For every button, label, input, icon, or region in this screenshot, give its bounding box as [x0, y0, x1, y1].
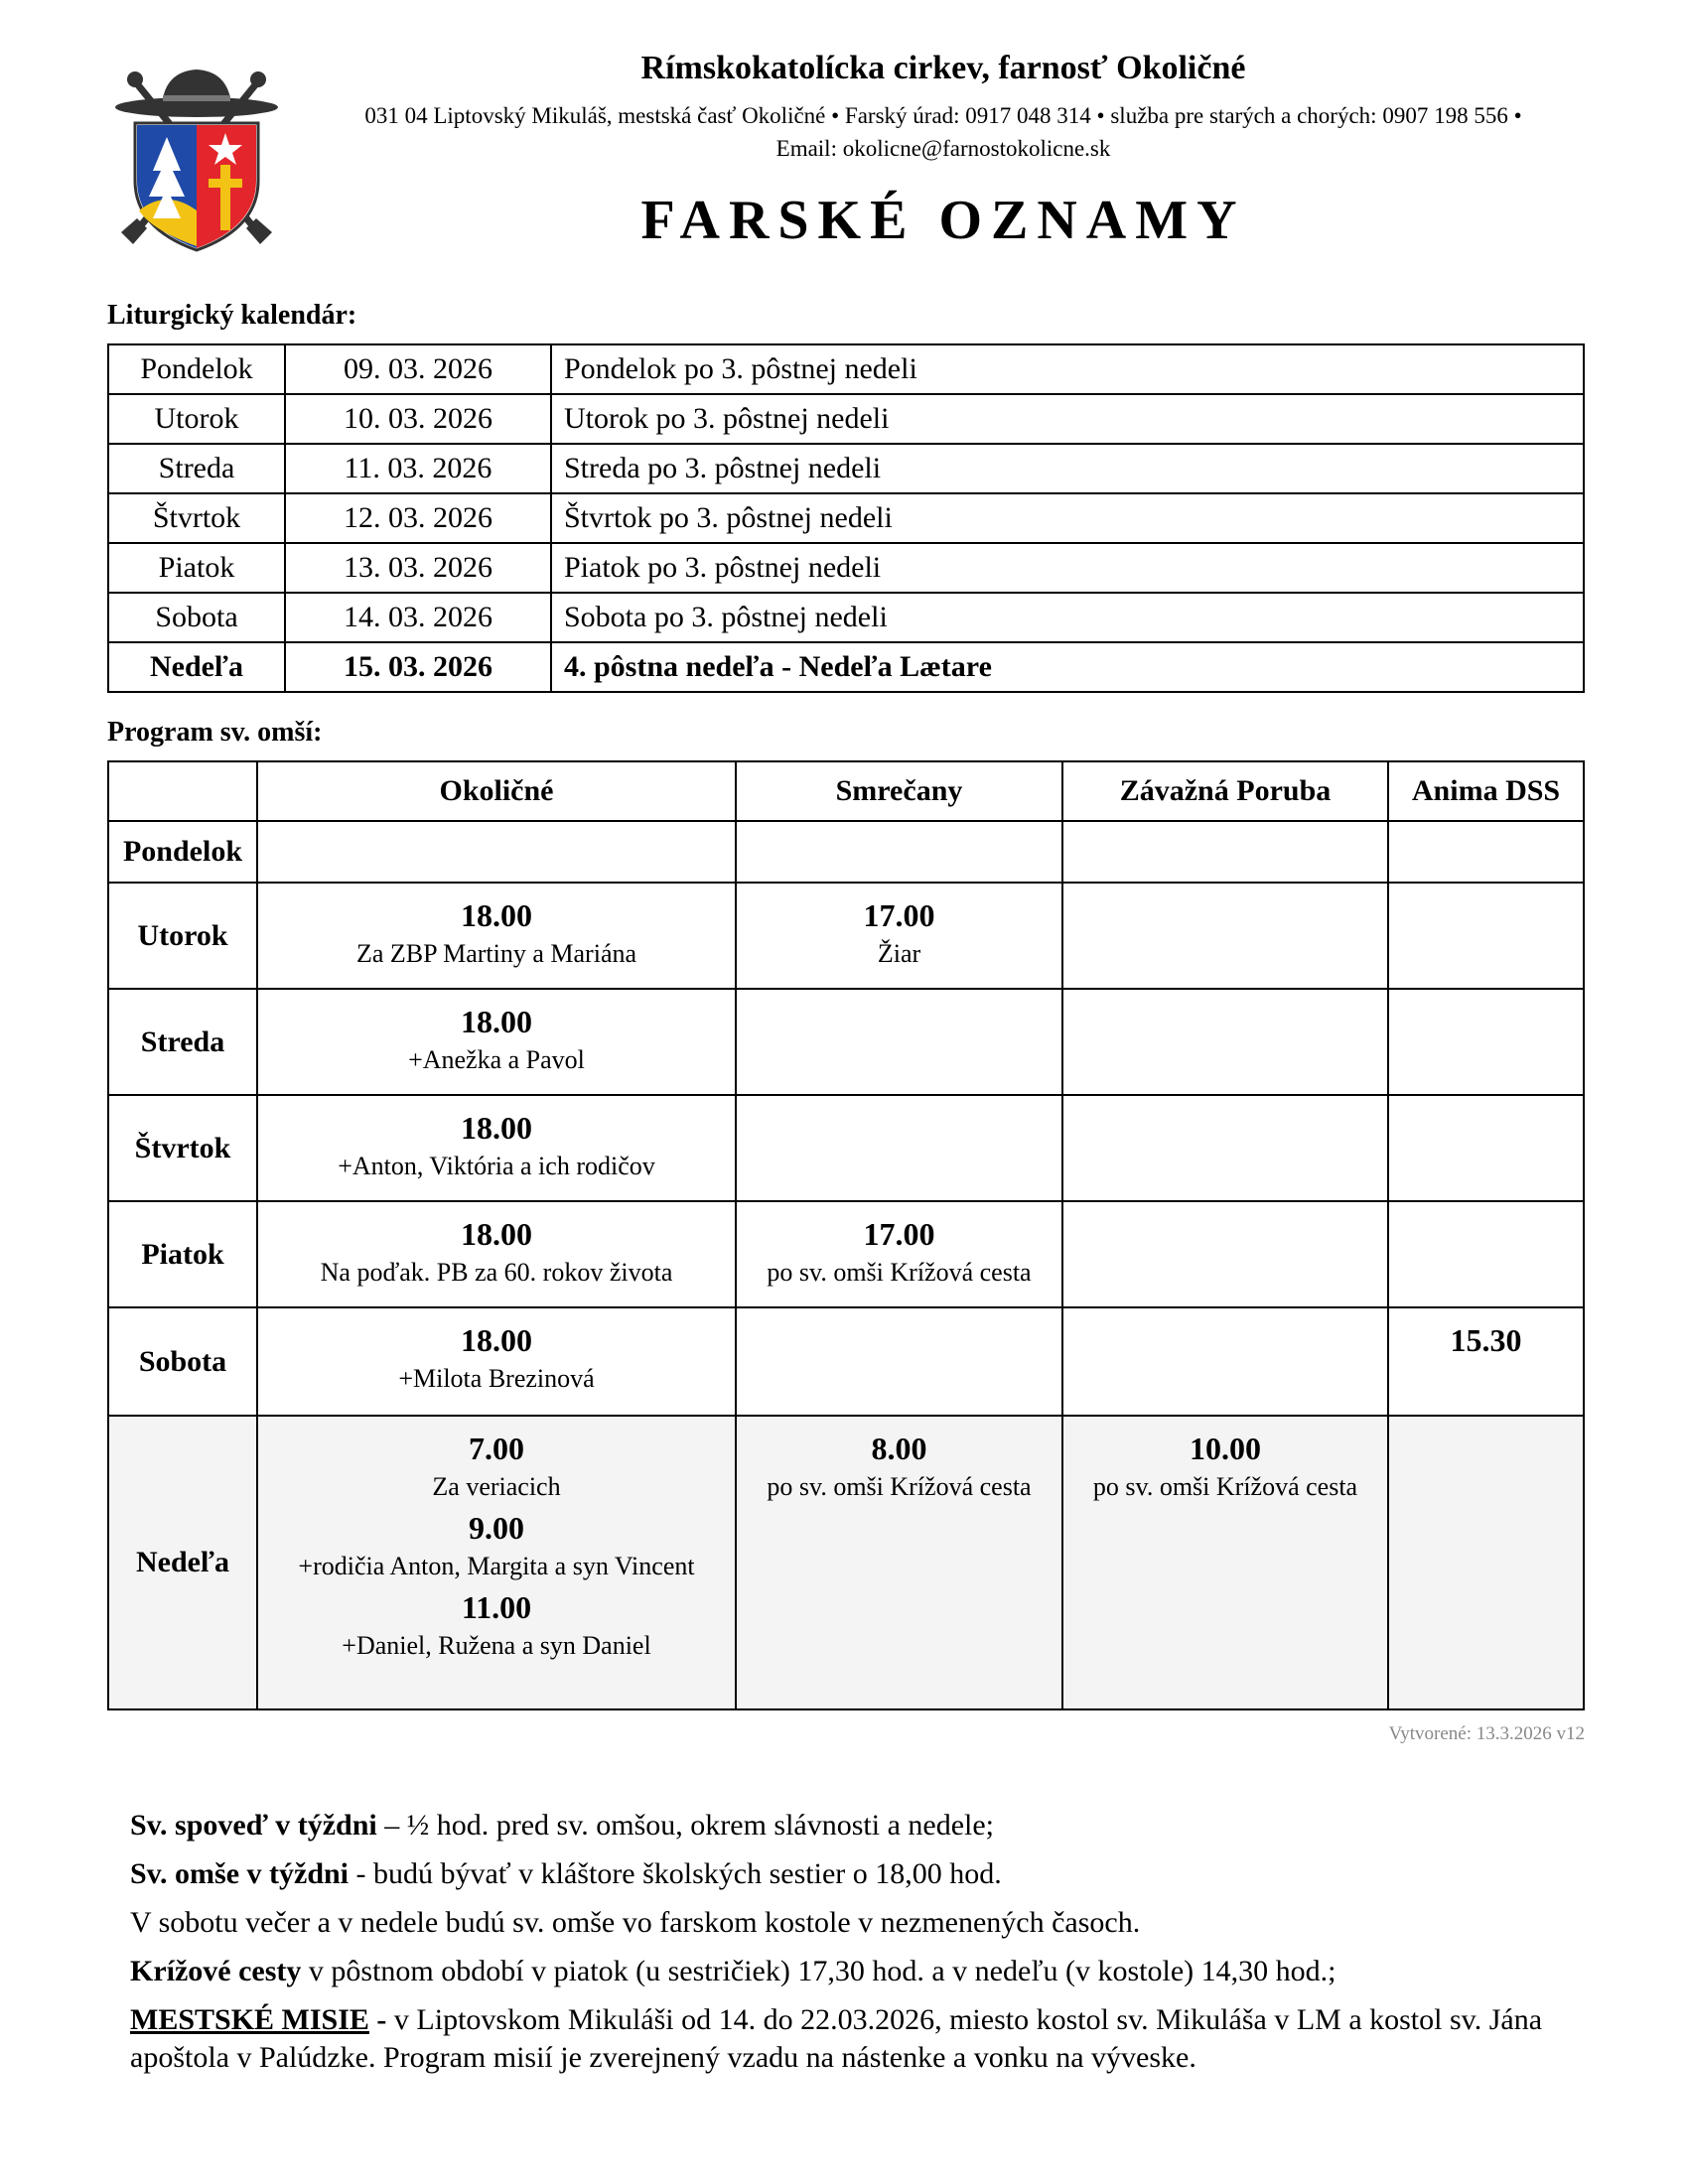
cell-smrecany: [736, 989, 1062, 1095]
mass-entry: [258, 1417, 735, 1502]
calendar-day: Piatok: [108, 543, 285, 593]
mass-entry: [258, 990, 735, 1075]
calendar-day: Sobota: [108, 593, 285, 642]
calendar-row: [108, 543, 1584, 593]
contact-line: 031 04 Liptovský Mikuláš, mestská časť Okoličné • Farský úrad: 0917 048 314 • služba pre starých a chorých: 0907 198 556 •: [364, 103, 1522, 128]
cell-anima: [1388, 989, 1584, 1095]
mass-time: 11.00: [461, 1589, 532, 1625]
note-text: v Liptovskom Mikuláši od 14. do 22.03.2026, miesto kostol sv. Mikuláša v LM a kostol sv. Jána apoštola v Palúdzke. Program misií je zverejnený vzadu na nástenke a vonku na vývesk​e.: [130, 2003, 1543, 2074]
calendar-day: Nedeľa: [108, 642, 285, 692]
program-row-nedela: [108, 1416, 1584, 1709]
mass-intention: po sv. omši Krížová cesta: [1092, 1472, 1358, 1501]
mass-time: 9.00: [469, 1510, 524, 1546]
cell-poruba: [1062, 821, 1388, 883]
header-anima-dss: Anima DSS: [1388, 761, 1584, 821]
note-label: Krížové cesty: [130, 1955, 302, 1987]
mass-intention: po sv. omši Krížová cesta: [767, 1258, 1032, 1287]
day-label: Streda: [108, 989, 257, 1095]
cell-anima: [1388, 1095, 1584, 1201]
mass-time: 18.00: [461, 897, 532, 933]
cell-poruba: [1062, 1307, 1388, 1416]
day-label: Sobota: [108, 1307, 257, 1416]
calendar-row: [108, 344, 1584, 394]
calendar-description: Utorok po 3. pôstnej nedeli: [551, 394, 1584, 444]
cell-anima: [1388, 1416, 1584, 1709]
calendar-description: Štvrtok po 3. pôstnej nedeli: [551, 493, 1584, 543]
liturgical-calendar-table: [107, 343, 1585, 693]
note-text: - budú bývať v kláštore školských sestier o 18,00 hod.: [349, 1857, 1002, 1890]
day-label: Štvrtok: [108, 1095, 257, 1201]
calendar-label: Liturgický kalendár:: [107, 300, 357, 331]
note-text: v pôstnom období v piatok (u sestričiek) 17,30 hod. a v nedeľu (v kostole) 14,30 hod.;: [301, 1955, 1336, 1987]
mass-entry: [258, 1581, 735, 1661]
cell-okolicne: [257, 1095, 736, 1201]
calendar-description: Pondelok po 3. pôstnej nedeli: [551, 344, 1584, 394]
calendar-row: [108, 394, 1584, 444]
note-confession: [130, 1807, 1585, 1844]
note-label: Sv. spoveď v týždni: [130, 1809, 377, 1842]
cell-anima: [1388, 1307, 1584, 1416]
mass-entry: [1389, 1308, 1583, 1358]
calendar-row-sunday: [108, 642, 1584, 692]
cell-smrecany: [736, 883, 1062, 989]
parish-contact: [298, 99, 1589, 165]
mass-time: 17.00: [863, 1216, 935, 1252]
cell-anima: [1388, 883, 1584, 989]
cell-poruba: [1062, 883, 1388, 989]
calendar-date: 11. 03. 2026: [285, 444, 551, 493]
calendar-description: Sobota po 3. pôstnej nedeli: [551, 593, 1584, 642]
cell-okolicne: [257, 883, 736, 989]
calendar-row: [108, 593, 1584, 642]
day-label: Piatok: [108, 1201, 257, 1307]
document-title: FARSKÉ OZNAMY: [640, 190, 1246, 251]
cell-okolicne: [257, 1307, 736, 1416]
mass-intention: Žiar: [877, 939, 921, 968]
mass-program-table: [107, 760, 1585, 1710]
cell-okolicne: [257, 1201, 736, 1307]
cell-poruba: [1062, 1201, 1388, 1307]
mass-intention: +rodičia Anton, Margita a syn Vincent: [298, 1552, 695, 1580]
mass-intention: Na poďak. PB za 60. rokov života: [320, 1258, 673, 1287]
note-label: MESTSKÉ MISIE: [130, 2003, 369, 2036]
calendar-date: 12. 03. 2026: [285, 493, 551, 543]
calendar-description: Piatok po 3. pôstnej nedeli: [551, 543, 1584, 593]
parish-name: Rímskokatolícka cirkev, farnosť Okoličné: [640, 50, 1246, 86]
day-label: Utorok: [108, 883, 257, 989]
mass-time: 17.00: [863, 897, 935, 933]
cell-smrecany: [736, 1416, 1062, 1709]
cell-poruba: [1062, 1416, 1388, 1709]
note-label: Sv. omše v týždni: [130, 1857, 350, 1890]
cell-poruba: [1062, 1095, 1388, 1201]
mass-entry: [258, 1502, 735, 1581]
cell-okolicne: [257, 1416, 736, 1709]
calendar-date: 14. 03. 2026: [285, 593, 551, 642]
mass-entry: [737, 1202, 1061, 1288]
calendar-row: [108, 493, 1584, 543]
calendar-day: Utorok: [108, 394, 285, 444]
header-okolicne: Okoličné: [257, 761, 736, 821]
program-row-utorok: [108, 883, 1584, 989]
program-row-sobota: [108, 1307, 1584, 1416]
mass-entry: [258, 1308, 735, 1394]
mass-intention: po sv. omši Krížová cesta: [767, 1472, 1032, 1501]
mass-intention: +Anton, Viktória a ich rodičov: [338, 1152, 655, 1180]
day-label: Nedeľa: [108, 1416, 257, 1709]
mass-intention: +Milota Brezinová: [398, 1364, 595, 1393]
parish-coat-of-arms-logo: [107, 62, 286, 256]
cell-smrecany: [736, 1201, 1062, 1307]
calendar-date: 09. 03. 2026: [285, 344, 551, 394]
announcements: [130, 1807, 1585, 2088]
note-weekday-masses: [130, 1855, 1585, 1893]
program-row-pondelok: [108, 821, 1584, 883]
cell-smrecany: [736, 1307, 1062, 1416]
mass-time: 15.30: [1450, 1322, 1522, 1358]
header-zavazna-poruba: Závažná Poruba: [1062, 761, 1388, 821]
mass-entry: [258, 1096, 735, 1181]
program-row-stvrtok: [108, 1095, 1584, 1201]
note-city-mission: [130, 2001, 1585, 2077]
mass-intention: +Daniel, Ružena a syn Daniel: [342, 1631, 651, 1660]
mass-entry: [258, 884, 735, 969]
cell-poruba: [1062, 989, 1388, 1095]
mass-intention: Za ZBP Martiny a Mariána: [355, 939, 637, 968]
program-header-row: [108, 761, 1584, 821]
note-stations-of-cross: [130, 1953, 1585, 1990]
cell-smrecany: [736, 821, 1062, 883]
mass-entry: [737, 884, 1061, 969]
mass-time: 18.00: [461, 1322, 532, 1358]
cell-anima: [1388, 1201, 1584, 1307]
mass-program-label: Program sv. omší:: [107, 717, 323, 748]
program-row-streda: [108, 989, 1584, 1095]
calendar-description: 4. pôstna nedeľa - Nedeľa Lætare: [551, 642, 1584, 692]
calendar-date: 15. 03. 2026: [285, 642, 551, 692]
mass-entry: [1063, 1417, 1387, 1502]
mass-entry: [737, 1417, 1061, 1502]
mass-time: 18.00: [461, 1110, 532, 1146]
header-smrecany: Smrečany: [736, 761, 1062, 821]
calendar-date: 13. 03. 2026: [285, 543, 551, 593]
calendar-date: 10. 03. 2026: [285, 394, 551, 444]
calendar-row: [108, 444, 1584, 493]
mass-time: 7.00: [469, 1431, 524, 1466]
mass-intention: +Anežka a Pavol: [408, 1045, 585, 1074]
created-stamp: Vytvorené: 13.3.2026 v12: [1388, 1723, 1585, 1744]
calendar-description: Streda po 3. pôstnej nedeli: [551, 444, 1584, 493]
email-line: Email: okolicne@farnostokolicne.sk: [775, 136, 1111, 161]
calendar-day: Streda: [108, 444, 285, 493]
mass-time: 10.00: [1190, 1431, 1261, 1466]
header-empty-cell: [108, 761, 257, 821]
note-text: – ½ hod. pred sv. omšou, okrem slávnosti a nedele;: [376, 1809, 995, 1842]
calendar-day: Štvrtok: [108, 493, 285, 543]
program-row-piatok: [108, 1201, 1584, 1307]
calendar-day: Pondelok: [108, 344, 285, 394]
day-label: Pondelok: [108, 821, 257, 883]
mass-time: 18.00: [461, 1004, 532, 1039]
cell-okolicne: [257, 989, 736, 1095]
cell-anima: [1388, 821, 1584, 883]
mass-intention: Za veriacich: [432, 1472, 561, 1501]
note-dash: -: [368, 2003, 387, 2036]
note-weekend-masses: V sobotu večer a v nedele budú sv. omše vo farskom kostole v nezmenených časoch.: [130, 1906, 1141, 1939]
cell-okolicne: [257, 821, 736, 883]
cell-smrecany: [736, 1095, 1062, 1201]
mass-time: 8.00: [871, 1431, 927, 1466]
mass-time: 18.00: [461, 1216, 532, 1252]
mass-entry: [258, 1202, 735, 1288]
